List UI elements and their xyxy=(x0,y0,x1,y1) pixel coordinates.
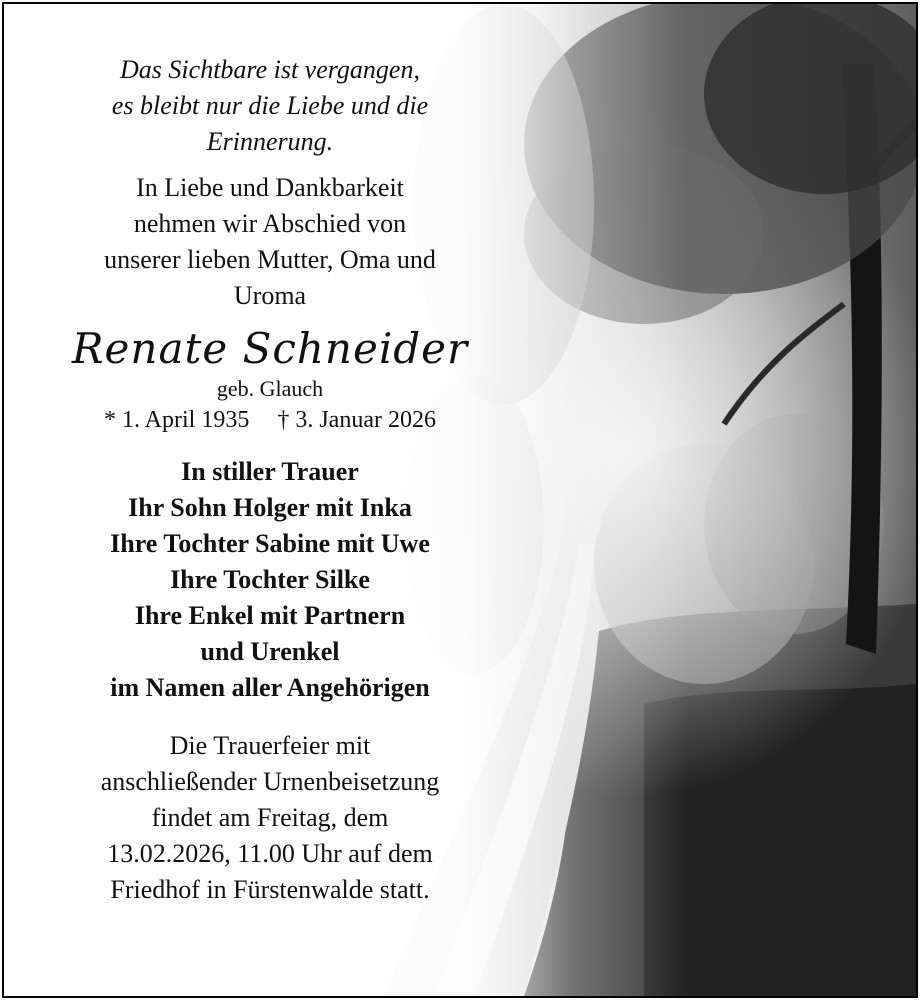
mourner-line: Ihre Enkel mit Partnern xyxy=(134,601,406,630)
birth-date: * 1. April 1935 xyxy=(104,407,250,433)
intro-line: unserer lieben Mutter, Oma und xyxy=(104,245,436,274)
funeral-service-info xyxy=(44,728,496,908)
intro-line: Uroma xyxy=(233,281,307,310)
quote-line: Erinnerung. xyxy=(206,127,334,156)
service-line: anschließender Urnenbeisetzung xyxy=(100,767,440,796)
intro-line: In Liebe und Dankbarkeit xyxy=(136,173,404,202)
obituary-notice xyxy=(2,2,918,998)
service-line: 13.02.2026, 11.00 Uhr auf dem xyxy=(107,839,433,868)
mourner-line: und Urenkel xyxy=(200,637,340,666)
life-dates xyxy=(44,404,496,436)
mourner-line: Ihr Sohn Holger mit Inka xyxy=(128,493,412,522)
mourner-line: Ihre Tochter Sabine mit Uwe xyxy=(110,529,430,558)
mourner-line: Ihre Tochter Silke xyxy=(170,565,370,594)
farewell-intro xyxy=(44,170,496,314)
quote-line: Das Sichtbare ist vergangen, xyxy=(120,55,420,84)
mourner-line: im Namen aller Angehörigen xyxy=(110,673,430,702)
service-line: findet am Freitag, dem xyxy=(151,803,389,832)
mourners-list xyxy=(44,454,496,706)
memorial-quote xyxy=(44,52,496,160)
intro-line: nehmen wir Abschied von xyxy=(133,209,407,238)
death-date: † 3. Januar 2026 xyxy=(277,407,436,433)
service-line: Friedhof in Fürstenwalde statt. xyxy=(110,875,430,904)
mourner-line: In stiller Trauer xyxy=(181,457,359,486)
service-line: Die Trauerfeier mit xyxy=(169,731,371,760)
maiden-name: geb. Glauch xyxy=(216,376,324,401)
quote-line: es bleibt nur die Liebe und die xyxy=(111,91,429,120)
deceased-name: Renate Schneider xyxy=(71,324,469,373)
notice-text xyxy=(44,52,496,908)
